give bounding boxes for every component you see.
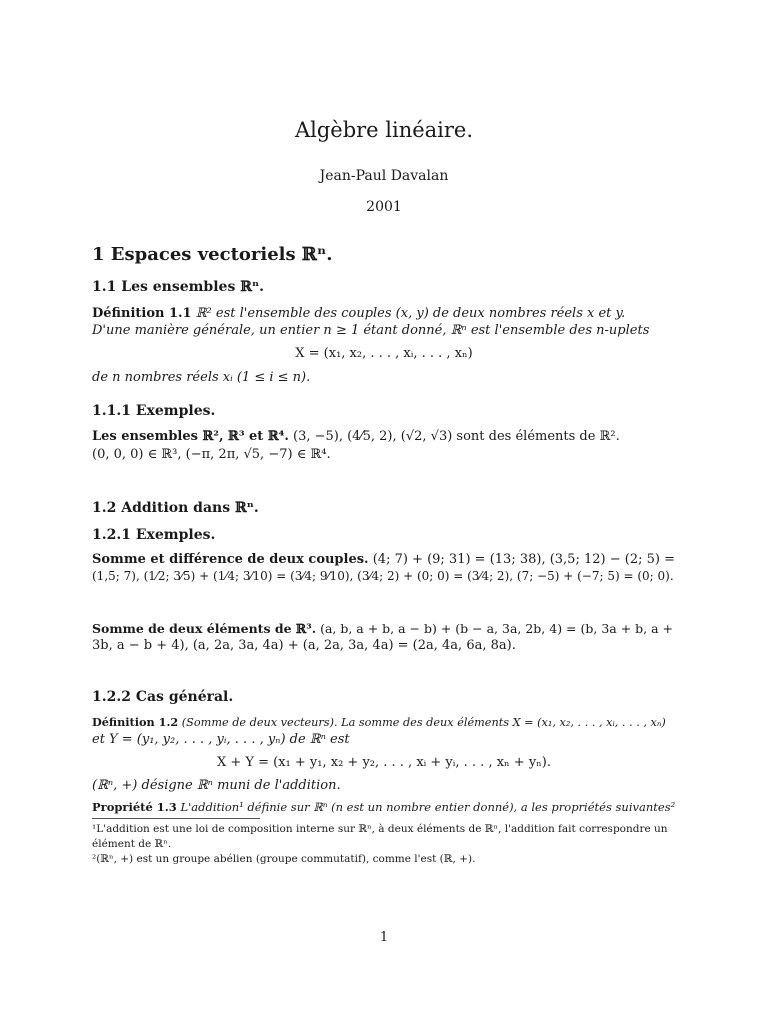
definition-1-1-text: ℝ² est l'ensemble des couples (x, y) de deux nombres réels x et y. [191, 306, 626, 321]
section-1-heading: 1 Espaces vectoriels ℝⁿ. [92, 244, 333, 265]
definition-1-2-text: (Somme de deux vecteurs). La somme des deux éléments X = (x₁, x₂, . . . , xᵢ, . . . , xₙ) [178, 716, 666, 729]
document-year: 2001 [366, 199, 402, 215]
definition-1-2-formula: X + Y = (x₁ + y₁, x₂ + y₂, . . . , xᵢ + yᵢ, . . . , xₙ + yₙ). [217, 755, 551, 770]
definition-1-2-label: Définition 1.2 [92, 715, 179, 729]
couples-example-line-2: (1,5; 7), (1⁄2; 3⁄5) + (1⁄4; 3⁄10) = (3⁄4; 9⁄10), (3⁄4; 2) + (0; 0) = (3⁄4; 2), (7; −5) + (−7; 5) = (0; 0). [92, 569, 674, 583]
footnote-1-line-1: ¹L'addition est une loi de composition interne sur ℝⁿ, à deux éléments de ℝⁿ, l'addition fait correspondre un [92, 823, 668, 835]
couples-example-line-1 [92, 552, 675, 567]
property-1-3 [92, 800, 675, 814]
definition-1-1-line-2: D'une manière générale, un entier n ≥ 1 étant donné, ℝⁿ est l'ensemble des n-uplets [92, 323, 650, 338]
r3-example-label: Somme de deux éléments de ℝ³. [92, 621, 317, 636]
footnote-1-line-2: élément de ℝⁿ. [92, 838, 172, 850]
section-1-1-1-heading: 1.1.1 Exemples. [92, 403, 216, 419]
r3-example-line-2: 3b, a − b + 4), (a, 2a, 3a, 4a) + (a, 2a, 3a, 4a) = (2a, 4a, 6a, 8a). [92, 638, 516, 653]
document-author: Jean-Paul Davalan [319, 168, 449, 184]
document-title: Algèbre linéaire. [294, 118, 474, 142]
section-1-2-1-heading: 1.2.1 Exemples. [92, 527, 216, 543]
property-1-3-label: Propriété 1.3 [92, 800, 177, 814]
section-1-2-heading: 1.2 Addition dans ℝⁿ. [92, 500, 259, 516]
page-number: 1 [379, 930, 389, 945]
examples-r-line-1 [92, 429, 620, 444]
definition-1-1-label: Définition 1.1 [92, 306, 192, 321]
couples-example-label: Somme et différence de deux couples. [92, 552, 369, 567]
examples-r-line-2: (0, 0, 0) ∈ ℝ³, (−π, 2π, √5, −7) ∈ ℝ⁴. [92, 447, 331, 462]
section-1-1-heading: 1.1 Les ensembles ℝⁿ. [92, 279, 264, 295]
definition-1-1-formula: X = (x₁, x₂, . . . , xᵢ, . . . , xₙ) [295, 346, 473, 361]
footnote-2: ²(ℝⁿ, +) est un groupe abélien (groupe commutatif), comme l'est (ℝ, +). [92, 853, 476, 865]
definition-1-1-line-1 [92, 306, 625, 321]
property-1-3-text: L'addition¹ définie sur ℝⁿ (n est un nombre entier donné), a les propriétés suivantes² [176, 800, 676, 814]
section-1-2-2-heading: 1.2.2 Cas général. [92, 689, 234, 705]
footnote-rule [92, 818, 260, 819]
r3-example-text: (a, b, a + b, a − b) + (b − a, 3a, 2b, 4) = (b, 3a + b, a + [316, 621, 674, 636]
definition-1-1-line-3: de n nombres réels xᵢ (1 ≤ i ≤ n). [92, 370, 311, 385]
examples-r-text: (3, −5), (4⁄5, 2), (√2, √3) sont des éléments de ℝ². [288, 429, 620, 444]
couples-example-text: (4; 7) + (9; 31) = (13; 38), (3,5; 12) − (2; 5) = [368, 552, 675, 567]
r3-example-line-1 [92, 621, 673, 636]
definition-1-2-line-1 [92, 715, 666, 729]
definition-1-2-line-2: et Y = (y₁, y₂, . . . , yᵢ, . . . , yₙ) de ℝⁿ est [92, 732, 350, 747]
definition-1-2-line-3: (ℝⁿ, +) désigne ℝⁿ muni de l'addition. [92, 778, 341, 793]
examples-r-label: Les ensembles ℝ², ℝ³ et ℝ⁴. [92, 429, 289, 444]
